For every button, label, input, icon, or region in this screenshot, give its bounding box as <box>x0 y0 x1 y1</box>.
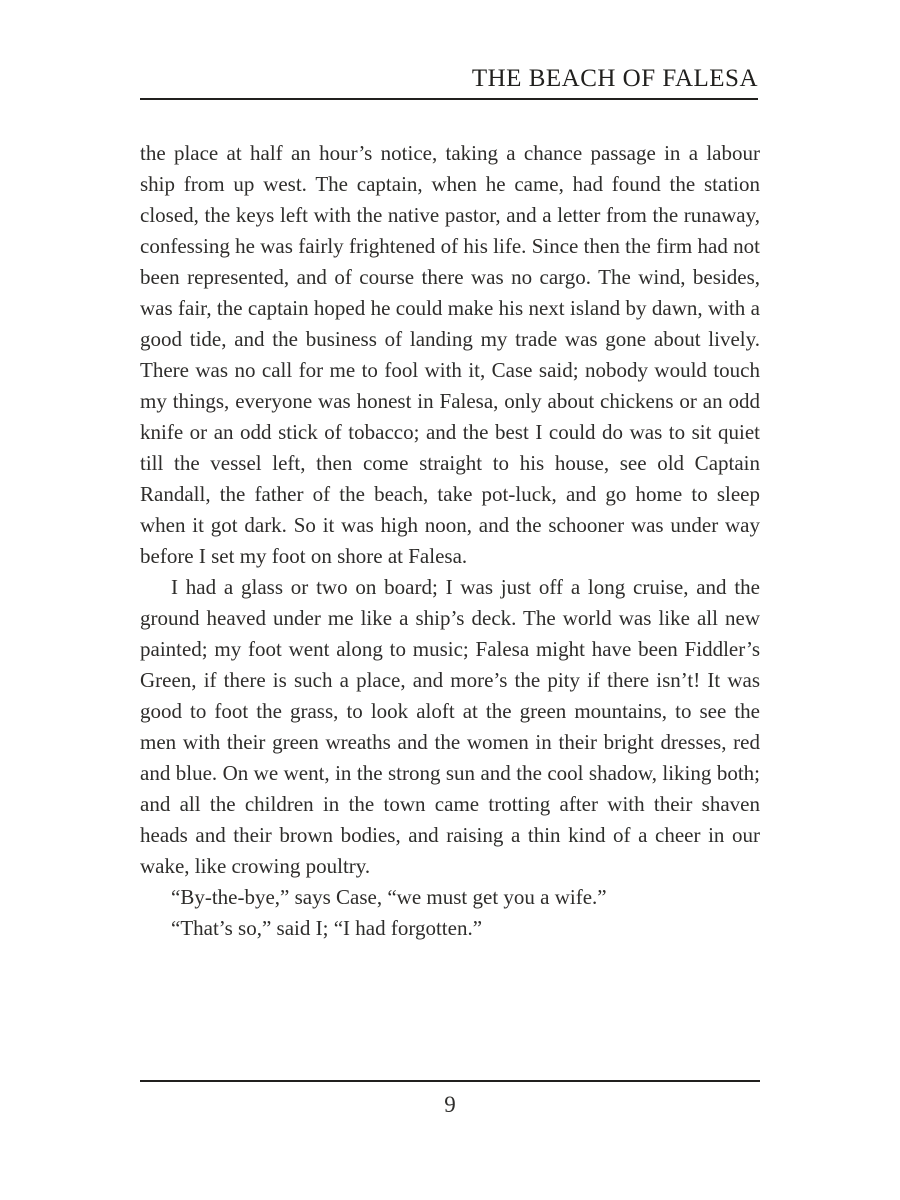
body-paragraph-dialogue: “By-the-bye,” says Case, “we must get you a wife.” <box>171 885 607 909</box>
running-head-title: THE BEACH OF FALESA <box>140 60 758 100</box>
footer-rule <box>140 1080 760 1082</box>
body-paragraph-dialogue: “That’s so,” said I; “I had forgotten.” <box>171 916 483 940</box>
body-paragraph: the place at half an hour’s notice, taking a chance passage in a labour ship from up west. The captain, when he came, had found the station closed, the keys left with the native pastor, and a letter from the runaway, confessing he was fairly frightened of his life. Since then the firm had not been represented, and of course there was no cargo. The wind, besides, was fair, the captain hoped he could make his next island by dawn, with a good tide, and the business of landing my trade was gone about lively. There was no call for me to fool with it, Case said; nobody would touch my things, everyone was honest in Falesa, only about chickens or an odd knife or an odd stick of tobacco; and the best I could do was to sit quiet till the vessel left, then come straight to his house, see old Captain Randall, the father of the beach, take pot-luck, and go home to sleep when it got dark. So it was high noon, and the schooner was under way before I set my foot on shore at Falesa. <box>140 141 760 568</box>
body-paragraph: I had a glass or two on board; I was just off a long cruise, and the ground heaved under me like a ship’s deck. The world was like all new painted; my foot went along to music; Falesa might have been Fiddler’s Green, if there is such a place, and more’s the pity if there isn’t! It was good to foot the grass, to look aloft at the green mountains, to see the men with their green wreaths and the women in their bright dresses, red and blue. On we went, in the strong sun and the cool shadow, liking both; and all the children in the town came trotting after with their shaven heads and their brown bodies, and raising a thin kind of a cheer in our wake, like crowing poultry. <box>140 575 760 878</box>
page-body-text <box>140 138 760 944</box>
page-number: 9 <box>444 1092 456 1117</box>
